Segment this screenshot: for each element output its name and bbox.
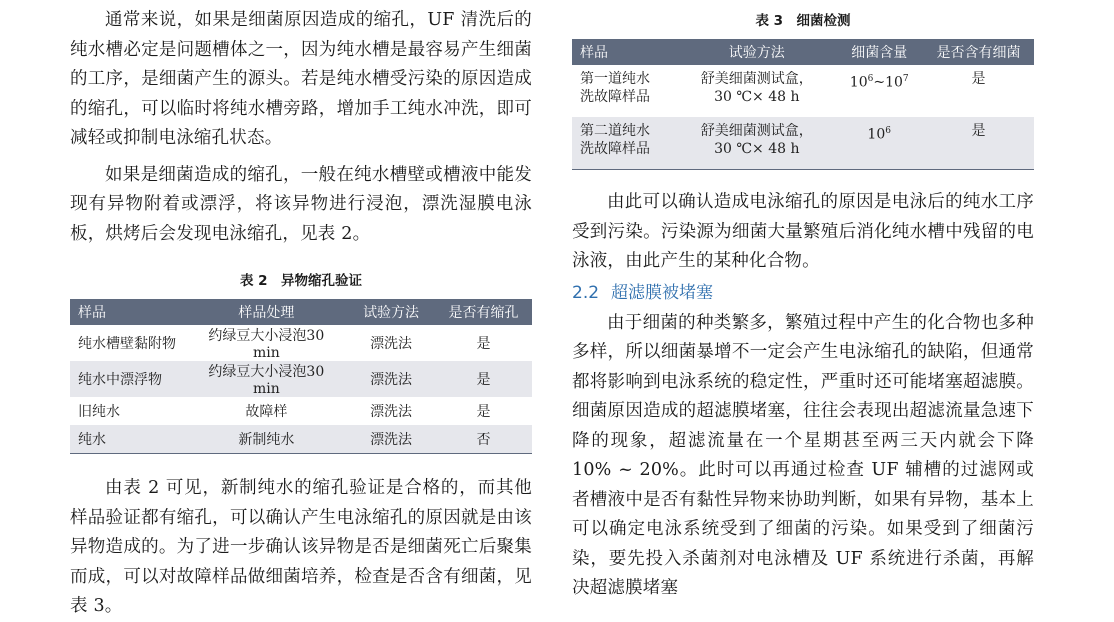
table2-header-treatment: 样品处理 — [186, 299, 348, 325]
table-row — [572, 65, 1034, 117]
table-row — [70, 425, 532, 454]
table3-header-row — [572, 39, 1034, 65]
table-cell: 舒美细菌测试盒， 30 ℃× 48 h — [700, 71, 813, 105]
table-cell: 是 — [971, 71, 986, 87]
section-title: 超滤膜被堵塞 — [611, 282, 714, 303]
table2-header-method: 试验方法 — [347, 299, 435, 325]
count-base: 10 — [849, 74, 868, 91]
section-number: 2.2 — [572, 282, 600, 303]
count-separator: ~ — [873, 74, 886, 91]
count-base-upper: 10 — [885, 74, 903, 91]
table2-header-sample: 样品 — [70, 299, 186, 325]
table-cell: 故障样 — [245, 404, 288, 420]
table-cell: 是 — [476, 336, 491, 352]
table3-caption: 表 3 细菌检测 — [755, 13, 851, 29]
count-exponent: 6 — [867, 74, 874, 84]
table-cell: 纯水 — [70, 425, 186, 454]
count-base: 10 — [867, 126, 886, 143]
table-cell: 漂洗法 — [347, 425, 435, 454]
right-column — [572, 0, 1034, 604]
table-cell: 否 — [435, 425, 532, 454]
table-row — [70, 361, 532, 397]
table2-caption: 表 2 异物缩孔验证 — [239, 273, 363, 289]
table-row — [572, 117, 1034, 170]
table-row — [70, 397, 532, 425]
table-row — [70, 325, 532, 361]
table3-header-method: 试验方法 — [678, 39, 835, 65]
table-cell: 舒美细菌测试盒， 30 ℃× 48 h — [678, 117, 835, 170]
paragraph-ultrafiltration: 由于细菌的种类繁多，繁殖过程中产生的化合物也多种多样，所以细菌暴增不一定会产生电泳缩孔的缺陷，但通常都将影响到电泳系统的稳定性，严重时还可能堵塞超滤膜。细菌原因造成的超滤膜堵塞，往往会表现出超滤流量急速下降的现象，超滤流量在一个星期甚至两三天内就会下降 10% ~ 20%。此时可以再通过检查 UF 辅槽的过滤网或者槽液中是否有黏性异物来协助判断，如果有异物，基本上可以确定电泳系统受到了细菌的污染。如果受到了细菌污染，要先投入杀菌剂对电泳槽及 UF 系统进行杀菌，再解决超滤膜堵塞 — [572, 312, 1034, 598]
paragraph-foreign-matter: 如果是细菌造成的缩孔，一般在纯水槽壁或槽液中能发现有异物附着或漂浮，将该异物进行浸泡，漂洗湿膜电泳板，烘烤后会发现电泳缩孔，见表 2。 — [70, 164, 532, 244]
table-cell: 漂洗法 — [347, 361, 435, 397]
table-cell: 新制纯水 — [186, 425, 348, 454]
table-cell: 是 — [923, 117, 1034, 170]
paragraph-bacteria-cause: 通常来说，如果是细菌原因造成的缩孔，UF 清洗后的纯水槽必定是问题槽体之一，因为纯水槽是最容易产生细菌的工序，是细菌产生的源头。若是纯水槽受污染的原因造成的缩孔，可以临时将纯水槽旁路，增加手工纯水冲洗，即可减轻或抑制电泳缩孔状态。 — [70, 10, 532, 148]
table3-header-has-bacteria: 是否含有细菌 — [923, 39, 1034, 65]
table3-header-sample: 样品 — [572, 39, 678, 65]
table-cell: 旧纯水 — [78, 404, 120, 420]
bacteria-count-cell — [835, 65, 923, 117]
table3-bacteria-test — [572, 39, 1034, 170]
table2-header-row — [70, 299, 532, 325]
paragraph-pollution-source: 由此可以确认造成电泳缩孔的原因是电泳后的纯水工序受到污染。污染源为细菌大量繁殖后消化纯水槽中残留的电泳液，由此产生的某种化合物。 — [572, 192, 1034, 271]
table-cell: 是 — [435, 361, 532, 397]
table-cell: 漂洗法 — [370, 404, 413, 420]
count-exponent-upper: 7 — [902, 74, 909, 84]
table-cell: 约绿豆大小浸泡30 min — [208, 328, 325, 361]
table-cell: 是 — [476, 404, 491, 420]
table-cell: 纯水槽壁黏附物 — [78, 336, 176, 352]
paragraph-table2-conclusion: 由表 2 可见，新制纯水的缩孔验证是合格的，而其他样品验证都有缩孔，可以确认产生电泳缩孔的原因就是由该异物造成的。为了进一步确认该异物是否是细菌死亡后聚集而成，可以对故障样品做细菌培养，检查是否含有细菌，见表 3。 — [70, 478, 532, 616]
table-cell: 约绿豆大小浸泡30 min — [186, 361, 348, 397]
table-cell: 漂洗法 — [370, 336, 413, 352]
table-cell: 纯水中漂浮物 — [70, 361, 186, 397]
bacteria-count-cell — [835, 117, 923, 170]
table2-foreign-matter — [70, 299, 532, 454]
left-column — [70, 0, 532, 622]
table-cell: 第一道纯水 洗故障样品 — [580, 71, 650, 105]
table3-header-count: 细菌含量 — [835, 39, 923, 65]
section-heading — [572, 279, 1034, 307]
table2-header-shrink: 是否有缩孔 — [435, 299, 532, 325]
table-cell: 第二道纯水 洗故障样品 — [572, 117, 678, 170]
count-exponent: 6 — [885, 126, 891, 136]
